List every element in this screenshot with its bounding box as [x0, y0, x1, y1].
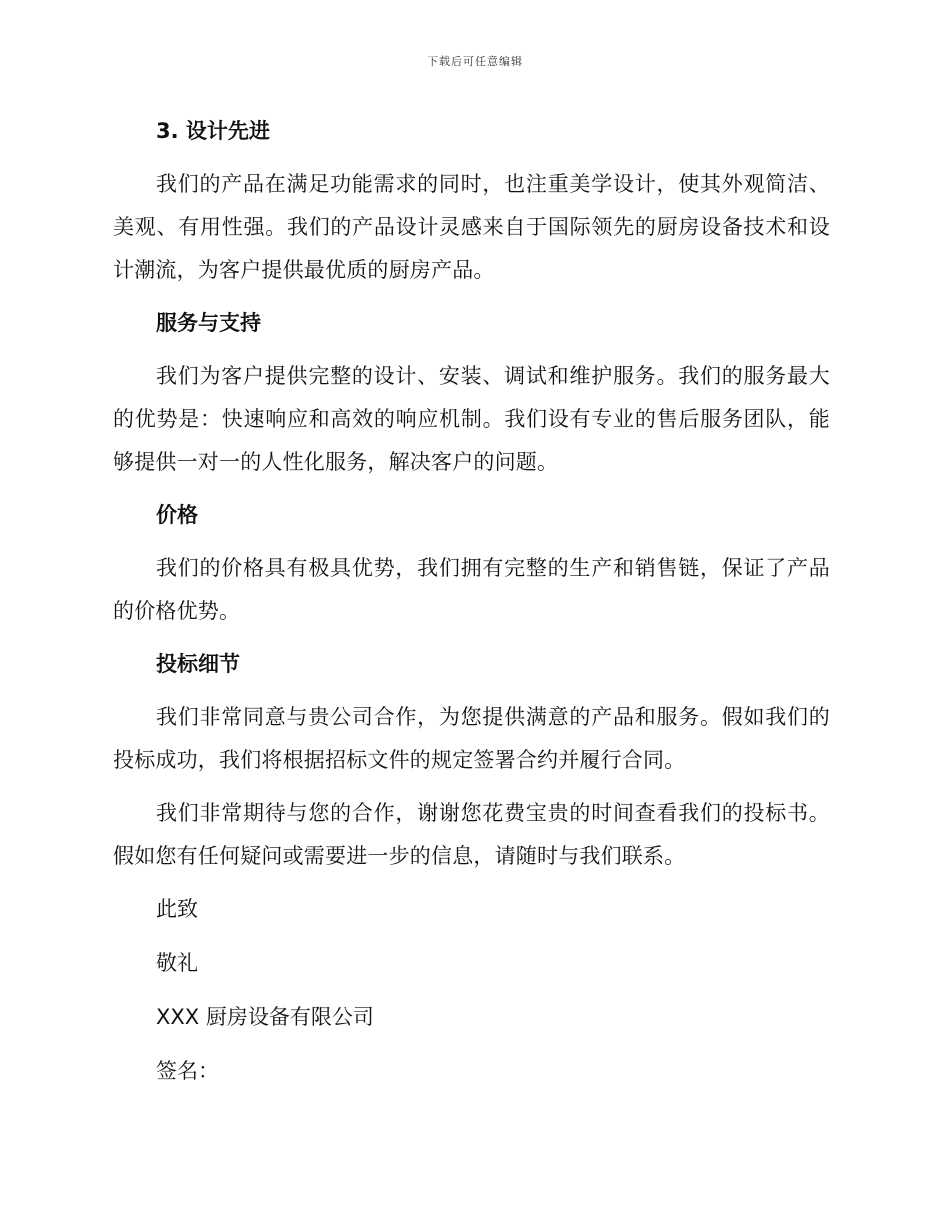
- page-header: 下载后可任意编辑: [427, 55, 523, 68]
- section-heading-service: 服务与支持: [156, 311, 261, 335]
- signature-label: 签名：: [156, 1059, 219, 1083]
- company-name: XXX 厨房设备有限公司: [156, 1005, 374, 1029]
- section-heading-design: 3. 设计先进: [156, 119, 270, 143]
- closing-cizhi: 此致: [156, 897, 198, 921]
- paragraph-price: 我们的价格具有极具优势，我们拥有完整的生产和销售链，保证了产品的价格优势。: [113, 556, 830, 623]
- section-heading-bid: 投标细节: [156, 652, 240, 676]
- paragraph-closing: 我们非常期待与您的合作，谢谢您花费宝贵的时间查看我们的投标书。假如您有任何疑问或需要进一步的信息，请随时与我们联系。: [113, 801, 830, 868]
- document-body: [113, 110, 830, 1104]
- closing-jingli: 敬礼: [156, 951, 198, 975]
- paragraph-design: 我们的产品在满足功能需求的同时，也注重美学设计，使其外观简洁、美观、有用性强。我们的产品设计灵感来自于国际领先的厨房设备技术和设计潮流，为客户提供最优质的厨房产品。: [113, 172, 830, 282]
- paragraph-bid: 我们非常同意与贵公司合作，为您提供满意的产品和服务。假如我们的投标成功，我们将根据招标文件的规定签署合约并履行合同。: [113, 705, 830, 772]
- section-heading-price: 价格: [156, 503, 198, 527]
- paragraph-service: 我们为客户提供完整的设计、安装、调试和维护服务。我们的服务最大的优势是：快速响应和高效的响应机制。我们设有专业的售后服务团队，能够提供一对一的人性化服务，解决客户的问题。: [113, 364, 830, 474]
